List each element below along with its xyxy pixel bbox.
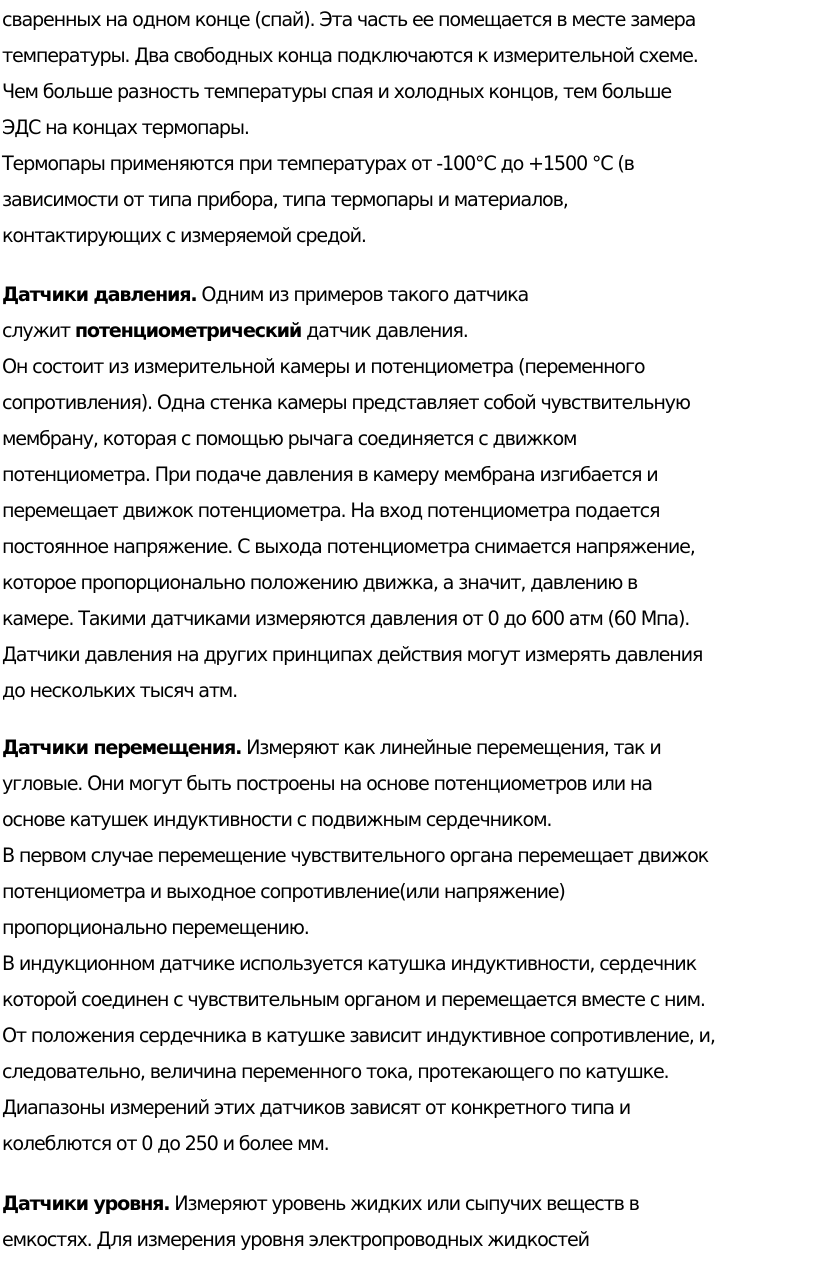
text-line: контактирующих с измеряемой средой. [2, 224, 366, 247]
text-line: ЭДС на концах термопары. [2, 116, 249, 139]
text-line: камере. Такими датчиками измеряются давления от 0 до 600 атм (60 Мпа). [2, 607, 690, 630]
text-line: потенциометра и выходное сопротивление(или напряжение) [2, 880, 565, 903]
section-displacement-sensors [2, 730, 814, 1162]
text-line: В индукционном датчике используется катушка индуктивности, сердечник [2, 952, 696, 975]
paragraph-thermocouple [2, 2, 814, 254]
text-line [2, 277, 814, 313]
text-line: температуры. Два свободных конца подключаются к измерительной схеме. [2, 44, 698, 67]
text-line: постоянное напряжение. С выхода потенциометра снимается напряжение, [2, 535, 695, 558]
text-line: Термопары применяются при температурах от -100°C до +1500 °C (в [2, 152, 634, 175]
text-line: Он состоит из измерительной камеры и потенциометра (переменного [2, 355, 645, 378]
text-line: пропорционально перемещению. [2, 916, 309, 939]
text-line: Диапазоны измерений этих датчиков зависят от конкретного типа и [2, 1096, 631, 1119]
bold-term: потенциометрический [74, 319, 302, 342]
text-line: От положения сердечника в катушке зависит индуктивное сопротивление, и, [2, 1024, 715, 1047]
section-heading: Датчики уровня. [2, 1192, 170, 1215]
text-line: следовательно, величина переменного тока, протекающего по катушке. [2, 1060, 669, 1083]
text-fragment: Измеряют уровень жидких или сыпучих веществ в [169, 1192, 639, 1215]
text-line [2, 313, 814, 349]
text-line: потенциометра. При подаче давления в камеру мембрана изгибается и [2, 463, 658, 486]
text-line: перемещает движок потенциометра. На вход потенциометра подается [2, 499, 660, 522]
text-line: колеблются от 0 до 250 и более мм. [2, 1132, 329, 1155]
section-level-sensors [2, 1186, 814, 1258]
text-line: которое пропорционально положению движка, а значит, давлению в [2, 571, 638, 594]
text-line: угловые. Они могут быть построены на основе потенциометров или на [2, 772, 652, 795]
section-pressure-sensors [2, 277, 814, 709]
text-fragment: датчик давления. [301, 319, 468, 342]
section-heading: Датчики давления. [2, 283, 197, 306]
text-line: зависимости от типа прибора, типа термопары и материалов, [2, 188, 568, 211]
text-line: Чем больше разность температуры спая и холодных концов, тем больше [2, 80, 672, 103]
text-line: Датчики давления на других принципах действия могут измерять давления [2, 643, 703, 666]
text-line [2, 730, 814, 766]
text-line: сопротивления). Одна стенка камеры представляет собой чувствительную [2, 391, 690, 414]
text-line [2, 1186, 814, 1222]
text-line: В первом случае перемещение чувствительного органа перемещает движок [2, 844, 708, 867]
text-line: до нескольких тысяч атм. [2, 679, 237, 702]
text-line: основе катушек индуктивности с подвижным сердечником. [2, 808, 552, 831]
text-line: мембрану, которая с помощью рычага соединяется с движком [2, 427, 577, 450]
text-fragment: служит [2, 319, 75, 342]
text-line: которой соединен с чувствительным органом и перемещается вместе с ним. [2, 988, 705, 1011]
text-line: сваренных на одном конце (спай). Эта часть ее помещается в месте замера [2, 8, 696, 31]
text-fragment: Измеряют как линейные перемещения, так и [241, 736, 661, 759]
text-line: емкостях. Для измерения уровня электропроводных жидкостей [2, 1228, 589, 1251]
text-fragment: Одним из примеров такого датчика [196, 283, 529, 306]
section-heading: Датчики перемещения. [2, 736, 242, 759]
